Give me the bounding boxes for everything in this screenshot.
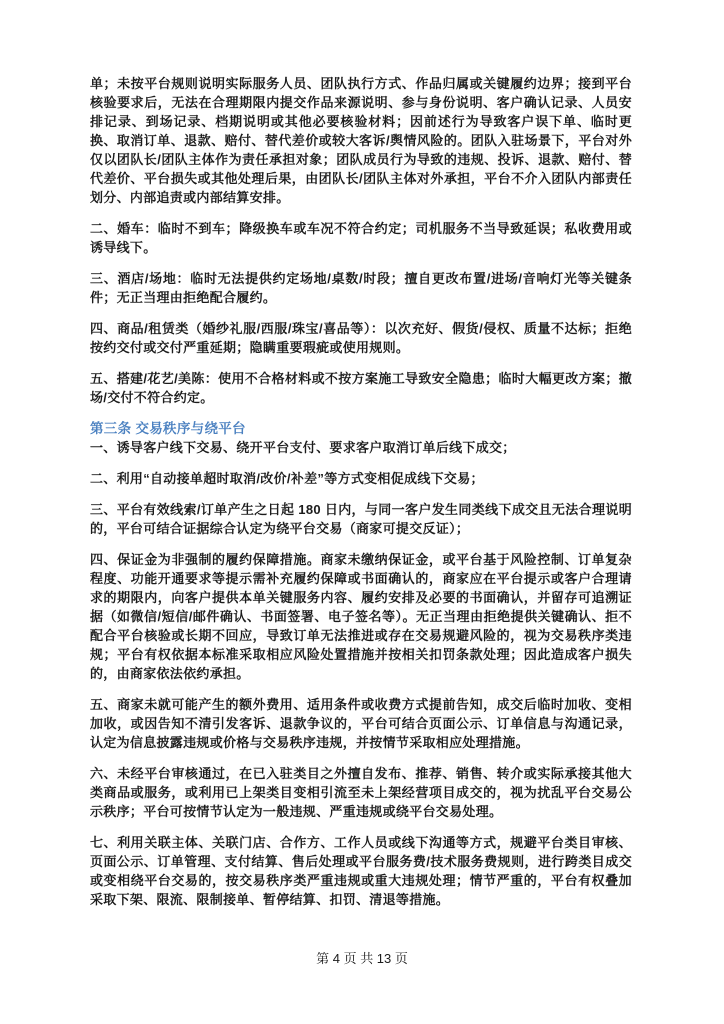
- section2-item-2-wedding-car: 二、婚车：临时不到车；降级换车或车况不符合约定；司机服务不当导致延误；私收费用或诱导线下。: [90, 221, 632, 255]
- section3-item-3: 三、平台有效线索/订单产生之日起 180 日内，与同一客户发生同类线下成交且无法合理说明的，平台可结合证据综合认定为绕平台交易（商家可提交反证）；: [90, 502, 632, 536]
- page-content: [90, 74, 632, 921]
- section3-item-6: 六、未经平台审核通过，在已入驻类目之外擅自发布、推荐、销售、转介或实际承接其他大类商品或服务，或利用已上架类目变相引流至未上架经营项目成交的，视为扰乱平台交易公示秩序；平台可按情节认定为一般违规、严重违规或绕平台交易处理。: [90, 766, 632, 819]
- paragraph-continuation: 单；未按平台规则说明实际服务人员、团队执行方式、作品归属或关键履约边界；接到平台核验要求后，无法在合理期限内提交作品来源说明、参与身份说明、客户确认记录、人员安排记录、到场记录、档期说明或其他必要核验材料；因前述行为导致客户误下单、临时更换、取消订单、退款、赔付、替代差价或较大客诉/舆情风险的。团队入驻场景下，平台对外仅以团队长/团队主体作为责任承担对象；团队成员行为导致的违规、投诉、退款、赔付、替代差价、平台损失或其他处理后果，由团队长/团队主体对外承担，平台不介入团队内部责任划分、内部追责或内部结算安排。: [90, 76, 632, 205]
- section2-item-3-hotel-venue: 三、酒店/场地：临时无法提供约定场地/桌数/时段；擅自更改布置/进场/音响灯光等关键条件；无正当理由拒绝配合履约。: [90, 271, 632, 305]
- section3-item-7: 七、利用关联主体、关联门店、合作方、工作人员或线下沟通等方式，规避平台类目审核、页面公示、订单管理、支付结算、售后处理或平台服务费/技术服务费规则，进行跨类目成交或变相绕平台交易的，按交易秩序类严重违规或重大违规处理；情节严重的，平台有权叠加采取下架、限流、限制接单、暂停结算、扣罚、清退等措施。: [90, 835, 632, 907]
- page-footer: [0, 950, 724, 968]
- section3-item-1: 一、诱导客户线下交易、绕开平台支付、要求客户取消订单后线下成交；: [90, 440, 516, 455]
- section3-item-2: 二、利用“自动接单超时取消/改价/补差”等方式变相促成线下交易；: [90, 471, 484, 486]
- section3-item-4: 四、保证金为非强制的履约保障措施。商家未缴纳保证金，或平台基于风险控制、订单复杂程度、功能开通要求等提示需补充履约保障或书面确认的，商家应在平台提示或客户合理请求的期限内，向客户提供本单关键服务内容、履约安排及必要的书面确认，并留存可追溯证据（如微信/短信/邮件确认、书面签署、电子签名等）。无正当理由拒绝提供关键确认、拒不配合平台核验或长期不回应，导致订单无法推进或存在交易规避风险的，视为交易秩序类违规；平台有权依据本标准采取相应风险处置措施并按相关扣罚条款处理；因此造成客户损失的，由商家依法依约承担。: [90, 552, 632, 681]
- section2-item-5-setup-floral: 五、搭建/花艺/美陈：使用不合格材料或不按方案施工导致安全隐患；临时大幅更改方案；撤场/交付不符合约定。: [90, 371, 632, 405]
- section2-item-4-goods-rental: 四、商品/租赁类（婚纱礼服/西服/珠宝/喜品等）：以次充好、假货/侵权、质量不达标；拒绝按约交付或交付严重延期；隐瞒重要瑕疵或使用规则。: [90, 321, 632, 355]
- section3-heading: 第三条 交易秩序与绕平台: [90, 421, 246, 436]
- section3-item-5: 五、商家未就可能产生的额外费用、适用条件或收费方式提前告知，成交后临时加收、变相加收，或因告知不清引发客诉、退款争议的，平台可结合页面公示、订单信息与沟通记录，认定为信息披露违规或价格与交易秩序违规，并按情节采取相应处理措施。: [90, 697, 632, 750]
- page-number-indicator: 第 4 页 共 13 页: [316, 951, 408, 966]
